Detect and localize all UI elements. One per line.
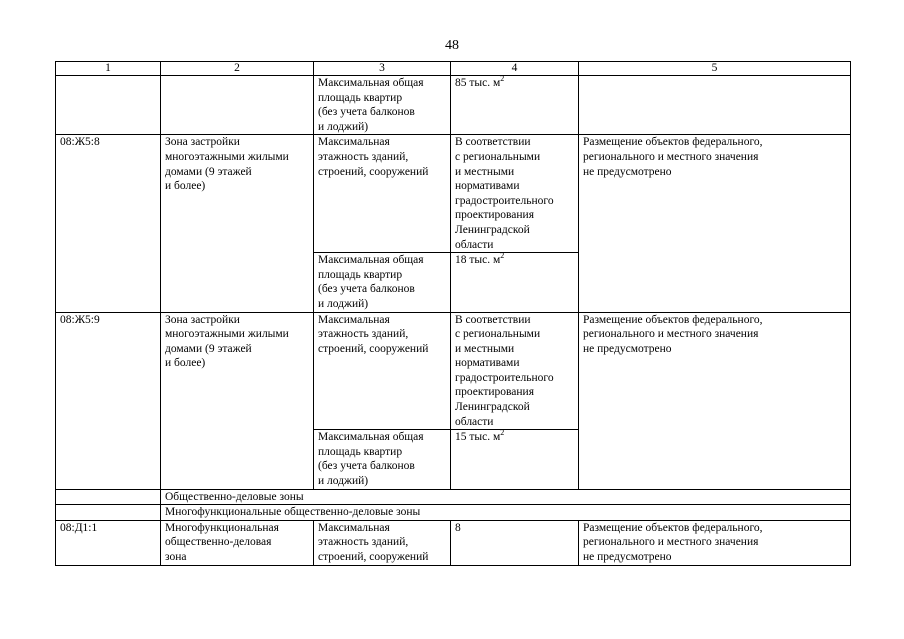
table-row — [56, 135, 851, 253]
value-superscript: 2 — [500, 428, 505, 438]
value-text: 85 тыс. м — [455, 77, 501, 89]
value-cell: В соответствии с региональными и местными нормативами градостроительного проектирования Ленинградской области — [451, 135, 579, 253]
value-cell — [451, 76, 579, 135]
parameter-cell: Максимальная этажность зданий, строений, сооружений — [314, 520, 451, 565]
value-text: 18 тыс. м — [455, 254, 501, 267]
header-cell-5: 5 — [579, 62, 851, 76]
value-cell: В соответствии с региональными и местными нормативами градостроительного проектирования Ленинградской области — [451, 312, 579, 430]
header-cell-3: 3 — [314, 62, 451, 76]
zone-name-cell: Зона застройки многоэтажными жилыми домами (9 этажей и более) — [161, 135, 314, 312]
value-superscript: 2 — [500, 74, 505, 84]
parameter-cell: Максимальная этажность зданий, строений, сооружений — [314, 135, 451, 253]
zone-name-cell: Зона застройки многоэтажными жилыми домами (9 этажей и более) — [161, 312, 314, 489]
page-number: 48 — [445, 38, 459, 53]
header-row — [56, 62, 851, 76]
table-row — [56, 76, 851, 135]
parameter-cell: Максимальная общая площадь квартир (без учета балконов и лоджий) — [314, 430, 451, 489]
zone-name-cell: Многофункциональная общественно-деловая зона — [161, 520, 314, 565]
section-row — [56, 489, 851, 505]
header-cell-2: 2 — [161, 62, 314, 76]
note-cell: Размещение объектов федерального, регионального и местного значения не предусмотрено — [579, 520, 851, 565]
section-row — [56, 505, 851, 521]
empty-cell — [56, 505, 161, 521]
empty-cell — [56, 489, 161, 505]
zone-code-cell: 08:Д1:1 — [56, 520, 161, 565]
parameter-cell: Максимальная общая площадь квартир (без учета балконов и лоджий) — [314, 76, 451, 135]
parameter-cell: Максимальная общая площадь квартир (без учета балконов и лоджий) — [314, 253, 451, 312]
zoning-table — [55, 61, 851, 566]
zone-code-cell — [56, 76, 161, 135]
value-cell: 8 — [451, 520, 579, 565]
zone-code-cell: 08:Ж5:8 — [56, 135, 161, 312]
zone-name-cell — [161, 76, 314, 135]
table-row — [56, 520, 851, 565]
zone-code-cell: 08:Ж5:9 — [56, 312, 161, 489]
value-text: 15 тыс. м — [455, 431, 501, 444]
section-heading: Общественно-деловые зоны — [161, 489, 851, 505]
header-cell-1: 1 — [56, 62, 161, 76]
table-row — [56, 312, 851, 430]
section-heading: Многофункциональные общественно-деловые зоны — [161, 505, 851, 521]
note-cell: Размещение объектов федерального, регионального и местного значения не предусмотрено — [579, 312, 851, 489]
note-cell — [579, 76, 851, 135]
note-cell: Размещение объектов федерального, регионального и местного значения не предусмотрено — [579, 135, 851, 312]
value-cell — [451, 430, 579, 489]
header-cell-4: 4 — [451, 62, 579, 76]
value-cell — [451, 253, 579, 312]
parameter-cell: Максимальная этажность зданий, строений, сооружений — [314, 312, 451, 430]
value-superscript: 2 — [500, 251, 505, 261]
